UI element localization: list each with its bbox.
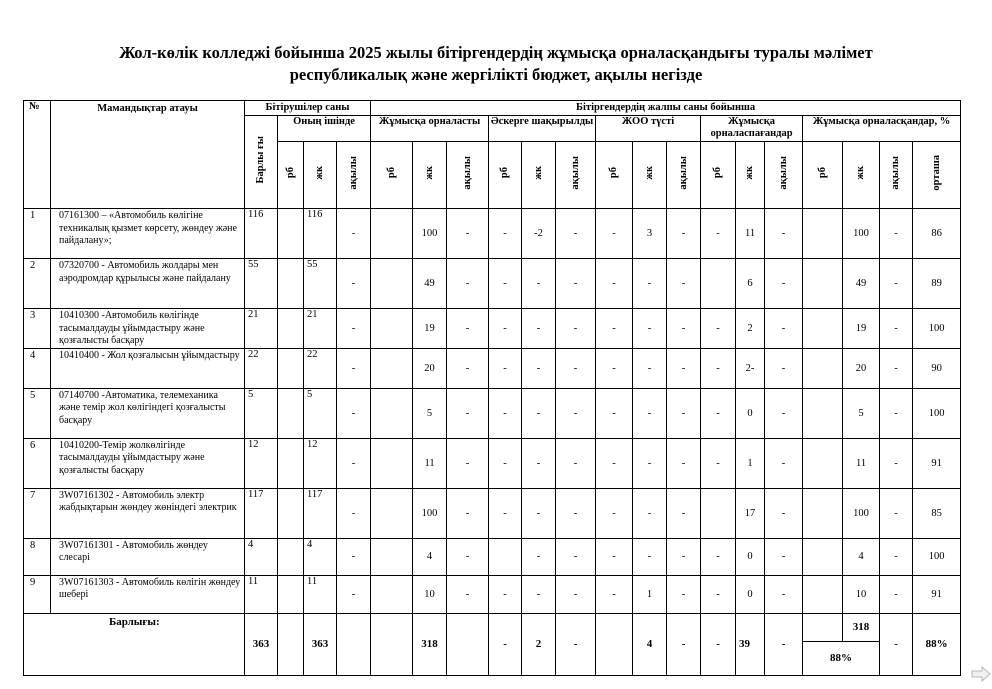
cell-pct-paid: - xyxy=(880,488,913,538)
cell-pct-rb xyxy=(803,575,843,613)
cell-uni-zhk: - xyxy=(633,388,667,438)
specialty-name: 3W07161302 - Автомобиль электр жабдықтарын жөндеу жөніндегі электрик xyxy=(51,488,245,538)
subheader-of-which-zhk: жк xyxy=(304,142,337,209)
cell-uni-paid: - xyxy=(667,438,701,488)
cell-uni-rb: - xyxy=(596,348,633,388)
header-graduates: Бітірушілер саны xyxy=(245,101,371,116)
row-number: 6 xyxy=(24,438,51,488)
cell-army-rb: - xyxy=(489,488,522,538)
cell-ne-paid: - xyxy=(765,309,803,349)
cell-emp-zhk: 5 xyxy=(413,388,447,438)
cell-army-zhk: - xyxy=(522,438,556,488)
cell-pct-paid: - xyxy=(880,538,913,575)
totals-army-paid: - xyxy=(556,613,596,675)
cell-uni-rb: - xyxy=(596,438,633,488)
cell-paid: - xyxy=(337,575,371,613)
header-not-employed: Жұмысқа орналаспағандар xyxy=(701,116,803,142)
cell-pct-avg: 100 xyxy=(913,388,961,438)
cell-pct-rb xyxy=(803,348,843,388)
cell-emp-paid: - xyxy=(447,488,489,538)
cell-ne-paid: - xyxy=(765,388,803,438)
cell-pct-paid: - xyxy=(880,575,913,613)
cell-pct-rb xyxy=(803,259,843,309)
cell-pct-rb xyxy=(803,438,843,488)
table-row xyxy=(24,348,961,388)
cell-rb xyxy=(278,488,304,538)
cell-emp-zhk: 4 xyxy=(413,538,447,575)
subheader-pct-rb: рб xyxy=(803,142,843,209)
cell-uni-rb: - xyxy=(596,259,633,309)
header-total: Барлы ғы xyxy=(245,116,278,209)
cell-emp-rb xyxy=(371,259,413,309)
cell-uni-paid: - xyxy=(667,488,701,538)
cell-rb xyxy=(278,259,304,309)
cell-ne-zhk: 2- xyxy=(736,348,765,388)
cell-army-rb: - xyxy=(489,209,522,259)
cell-ne-zhk: 11 xyxy=(736,209,765,259)
cell-emp-zhk: 19 xyxy=(413,309,447,349)
totals-army-zhk: 2 xyxy=(522,613,556,675)
cell-pct-zhk: 100 xyxy=(843,209,880,259)
table-row xyxy=(24,388,961,438)
cell-emp-rb xyxy=(371,438,413,488)
cell-zhk: 22 xyxy=(304,348,337,388)
cell-emp-zhk: 49 xyxy=(413,259,447,309)
cell-pct-paid: - xyxy=(880,309,913,349)
cell-army-zhk: - xyxy=(522,538,556,575)
cell-ne-paid: - xyxy=(765,575,803,613)
header-employed: Жұмысқа орналасты xyxy=(371,116,489,142)
cell-ne-zhk: 0 xyxy=(736,575,765,613)
cell-uni-zhk: - xyxy=(633,488,667,538)
totals-emp-paid xyxy=(447,613,489,675)
cell-emp-rb xyxy=(371,575,413,613)
cell-uni-rb: - xyxy=(596,575,633,613)
cell-ne-paid: - xyxy=(765,209,803,259)
cell-ne-rb: - xyxy=(701,209,736,259)
cell-emp-paid: - xyxy=(447,348,489,388)
cell-emp-zhk: 100 xyxy=(413,209,447,259)
row-number: 5 xyxy=(24,388,51,438)
cell-uni-paid: - xyxy=(667,538,701,575)
cell-army-paid: - xyxy=(556,438,596,488)
cell-pct-avg: 89 xyxy=(913,259,961,309)
totals-army-rb: - xyxy=(489,613,522,675)
cell-ne-rb: - xyxy=(701,309,736,349)
specialty-name: 3W07161303 - Автомобиль көлігін жөндеу шебері xyxy=(51,575,245,613)
cell-emp-zhk: 10 xyxy=(413,575,447,613)
cell-ne-paid: - xyxy=(765,438,803,488)
cell-rb xyxy=(278,438,304,488)
cell-army-rb: - xyxy=(489,575,522,613)
row-number: 4 xyxy=(24,348,51,388)
cell-uni-zhk: - xyxy=(633,309,667,349)
cell-total: 21 xyxy=(245,309,278,349)
cell-emp-zhk: 11 xyxy=(413,438,447,488)
cell-paid: - xyxy=(337,209,371,259)
subheader-of-which-rb: рб xyxy=(278,142,304,209)
cell-total: 117 xyxy=(245,488,278,538)
table-row xyxy=(24,209,961,259)
cell-rb xyxy=(278,309,304,349)
specialty-name: 10410200-Темір жолкөлігінде тасымалдауды ұйымдастыру және қозғалысты басқару xyxy=(51,438,245,488)
cell-ne-zhk: 6 xyxy=(736,259,765,309)
cell-army-zhk: - xyxy=(522,488,556,538)
row-number: 7 xyxy=(24,488,51,538)
cell-army-paid: - xyxy=(556,309,596,349)
totals-ne-paid: - xyxy=(765,613,803,675)
cell-pct-avg: 91 xyxy=(913,575,961,613)
subheader-not-employed-rb: рб xyxy=(701,142,736,209)
cell-rb xyxy=(278,209,304,259)
cell-emp-zhk: 100 xyxy=(413,488,447,538)
cell-pct-avg: 100 xyxy=(913,538,961,575)
cell-emp-paid: - xyxy=(447,209,489,259)
specialty-name: 10410300 -Автомобиль көлігінде тасымалдауды ұйымдастыру және қозғалысты басқару xyxy=(51,309,245,349)
cell-army-rb: - xyxy=(489,348,522,388)
cell-ne-rb: - xyxy=(701,538,736,575)
subheader-of-which-paid: ақылы xyxy=(337,142,371,209)
cell-total: 4 xyxy=(245,538,278,575)
cell-uni-paid: - xyxy=(667,259,701,309)
header-of-which: Оның ішінде xyxy=(278,116,371,142)
cell-uni-zhk: 1 xyxy=(633,575,667,613)
arrow-right-icon[interactable] xyxy=(970,666,992,682)
totals-pct-avg: 88% xyxy=(913,613,961,675)
cell-army-paid: - xyxy=(556,575,596,613)
cell-army-paid: - xyxy=(556,388,596,438)
cell-uni-paid: - xyxy=(667,209,701,259)
cell-uni-rb: - xyxy=(596,488,633,538)
header-number: № xyxy=(24,101,51,209)
cell-uni-paid: - xyxy=(667,388,701,438)
specialty-name: 07320700 - Автомобиль жолдары мен аэродромдар құрылысы және пайдалану xyxy=(51,259,245,309)
table-row xyxy=(24,259,961,309)
cell-army-rb: - xyxy=(489,388,522,438)
subheader-university-zhk: жк xyxy=(633,142,667,209)
cell-emp-paid: - xyxy=(447,575,489,613)
header-specialty: Мамандықтар атауы xyxy=(51,101,245,209)
row-number: 1 xyxy=(24,209,51,259)
cell-rb xyxy=(278,538,304,575)
cell-army-paid: - xyxy=(556,538,596,575)
cell-ne-rb: - xyxy=(701,438,736,488)
cell-uni-paid: - xyxy=(667,309,701,349)
cell-army-zhk: - xyxy=(522,388,556,438)
document-title-line1: Жол-көлік колледжі бойынша 2025 жылы бітіргендердің жұмысқа орналасқандығы туралы мәлімет xyxy=(119,43,873,62)
cell-ne-rb: - xyxy=(701,388,736,438)
totals-pct-combined: 88% xyxy=(803,641,880,675)
cell-army-rb: - xyxy=(489,438,522,488)
cell-army-paid: - xyxy=(556,348,596,388)
cell-zhk: 55 xyxy=(304,259,337,309)
cell-pct-avg: 91 xyxy=(913,438,961,488)
cell-uni-rb: - xyxy=(596,209,633,259)
totals-pct-rb xyxy=(803,613,843,641)
subheader-not-employed-zhk: жк xyxy=(736,142,765,209)
cell-pct-zhk: 4 xyxy=(843,538,880,575)
cell-pct-rb xyxy=(803,309,843,349)
cell-army-paid: - xyxy=(556,259,596,309)
cell-army-paid: - xyxy=(556,209,596,259)
cell-uni-rb: - xyxy=(596,309,633,349)
cell-ne-zhk: 1 xyxy=(736,438,765,488)
header-university: ЖОО түсті xyxy=(596,116,701,142)
cell-rb xyxy=(278,348,304,388)
totals-pct-zhk: 318 xyxy=(843,613,880,641)
specialty-name: 10410400 - Жол қозғалысын ұйымдастыру xyxy=(51,348,245,388)
totals-emp-zhk: 318 xyxy=(413,613,447,675)
cell-zhk: 117 xyxy=(304,488,337,538)
cell-paid: - xyxy=(337,309,371,349)
cell-ne-zhk: 0 xyxy=(736,388,765,438)
totals-ne-rb: - xyxy=(701,613,736,675)
cell-emp-paid: - xyxy=(447,538,489,575)
cell-total: 11 xyxy=(245,575,278,613)
cell-paid: - xyxy=(337,538,371,575)
table-row xyxy=(24,575,961,613)
cell-ne-paid: - xyxy=(765,348,803,388)
cell-uni-zhk: - xyxy=(633,538,667,575)
cell-emp-rb xyxy=(371,538,413,575)
cell-emp-rb xyxy=(371,388,413,438)
cell-pct-zhk: 49 xyxy=(843,259,880,309)
cell-total: 116 xyxy=(245,209,278,259)
cell-paid: - xyxy=(337,438,371,488)
cell-paid: - xyxy=(337,348,371,388)
cell-uni-zhk: - xyxy=(633,438,667,488)
cell-zhk: 4 xyxy=(304,538,337,575)
cell-zhk: 21 xyxy=(304,309,337,349)
cell-pct-zhk: 100 xyxy=(843,488,880,538)
cell-uni-zhk: 3 xyxy=(633,209,667,259)
cell-uni-rb: - xyxy=(596,388,633,438)
cell-pct-paid: - xyxy=(880,438,913,488)
specialty-name: 07140700 -Автоматика, телемеханика және темір жол көлігіндегі қозғалысты басқару xyxy=(51,388,245,438)
cell-uni-paid: - xyxy=(667,575,701,613)
subheader-employed-rb: рб xyxy=(371,142,413,209)
cell-pct-paid: - xyxy=(880,259,913,309)
cell-emp-rb xyxy=(371,309,413,349)
cell-uni-rb: - xyxy=(596,538,633,575)
table-row xyxy=(24,438,961,488)
cell-pct-zhk: 10 xyxy=(843,575,880,613)
cell-uni-zhk: - xyxy=(633,348,667,388)
row-number: 3 xyxy=(24,309,51,349)
cell-zhk: 116 xyxy=(304,209,337,259)
subheader-employed-zhk: жк xyxy=(413,142,447,209)
cell-army-rb xyxy=(489,538,522,575)
cell-army-rb: - xyxy=(489,259,522,309)
cell-pct-avg: 85 xyxy=(913,488,961,538)
cell-army-paid: - xyxy=(556,488,596,538)
cell-paid: - xyxy=(337,259,371,309)
subheader-university-paid: ақылы xyxy=(667,142,701,209)
totals-total: 363 xyxy=(245,613,278,675)
table-row xyxy=(24,309,961,349)
subheader-pct-average: орташа xyxy=(913,142,961,209)
cell-total: 12 xyxy=(245,438,278,488)
totals-uni-paid: - xyxy=(667,613,701,675)
cell-army-rb: - xyxy=(489,309,522,349)
table-row xyxy=(24,488,961,538)
cell-ne-rb: - xyxy=(701,575,736,613)
cell-paid: - xyxy=(337,488,371,538)
totals-emp-rb xyxy=(371,613,413,675)
row-number: 9 xyxy=(24,575,51,613)
cell-ne-zhk: 17 xyxy=(736,488,765,538)
cell-pct-avg: 86 xyxy=(913,209,961,259)
subheader-employed-paid: ақылы xyxy=(447,142,489,209)
header-overall: Бітіргендердің жалпы саны бойынша xyxy=(371,101,961,116)
cell-ne-zhk: 2 xyxy=(736,309,765,349)
cell-ne-rb: - xyxy=(701,348,736,388)
cell-emp-paid: - xyxy=(447,309,489,349)
cell-pct-paid: - xyxy=(880,209,913,259)
header-army: Әскерге шақырылды xyxy=(489,116,596,142)
subheader-university-rb: рб xyxy=(596,142,633,209)
cell-rb xyxy=(278,388,304,438)
cell-emp-rb xyxy=(371,209,413,259)
cell-ne-zhk: 0 xyxy=(736,538,765,575)
specialty-name: 07161300 – «Автомобиль көлігіне техникалық қызмет көрсету, жөндеу және пайдалану»; xyxy=(51,209,245,259)
cell-pct-rb xyxy=(803,209,843,259)
cell-pct-rb xyxy=(803,488,843,538)
cell-pct-zhk: 11 xyxy=(843,438,880,488)
cell-ne-rb xyxy=(701,259,736,309)
cell-total: 22 xyxy=(245,348,278,388)
cell-pct-paid: - xyxy=(880,348,913,388)
totals-row xyxy=(24,613,961,641)
totals-zhk: 363 xyxy=(304,613,337,675)
cell-emp-paid: - xyxy=(447,388,489,438)
cell-emp-rb xyxy=(371,488,413,538)
totals-rb xyxy=(278,613,304,675)
cell-army-zhk: - xyxy=(522,348,556,388)
cell-total: 5 xyxy=(245,388,278,438)
cell-pct-rb xyxy=(803,538,843,575)
cell-rb xyxy=(278,575,304,613)
cell-zhk: 12 xyxy=(304,438,337,488)
cell-ne-paid: - xyxy=(765,488,803,538)
cell-pct-zhk: 20 xyxy=(843,348,880,388)
totals-ne-zhk: 39 xyxy=(736,613,765,675)
totals-uni-zhk: 4 xyxy=(633,613,667,675)
cell-emp-zhk: 20 xyxy=(413,348,447,388)
subheader-army-paid: ақылы xyxy=(556,142,596,209)
subheader-not-employed-paid: ақылы xyxy=(765,142,803,209)
cell-paid: - xyxy=(337,388,371,438)
cell-pct-avg: 90 xyxy=(913,348,961,388)
cell-army-zhk: - xyxy=(522,259,556,309)
table-row xyxy=(24,538,961,575)
document-title-line2: республикалық және жергілікті бюджет, ақылы негізде xyxy=(289,65,703,84)
cell-uni-paid: - xyxy=(667,348,701,388)
cell-emp-rb xyxy=(371,348,413,388)
cell-pct-zhk: 19 xyxy=(843,309,880,349)
row-number: 2 xyxy=(24,259,51,309)
cell-army-zhk: -2 xyxy=(522,209,556,259)
cell-pct-rb xyxy=(803,388,843,438)
cell-pct-paid: - xyxy=(880,388,913,438)
cell-pct-zhk: 5 xyxy=(843,388,880,438)
cell-army-zhk: - xyxy=(522,575,556,613)
cell-ne-paid: - xyxy=(765,538,803,575)
header-employed-pct: Жұмысқа орналасқандар, % xyxy=(803,116,961,142)
cell-ne-rb xyxy=(701,488,736,538)
specialty-name: 3W07161301 - Автомобиль жөндеу слесарі xyxy=(51,538,245,575)
totals-paid xyxy=(337,613,371,675)
cell-ne-paid: - xyxy=(765,259,803,309)
cell-army-zhk: - xyxy=(522,309,556,349)
totals-pct-paid: - xyxy=(880,613,913,675)
subheader-army-zhk: жк xyxy=(522,142,556,209)
subheader-pct-paid: ақылы xyxy=(880,142,913,209)
row-number: 8 xyxy=(24,538,51,575)
totals-label: Барлығы: xyxy=(24,613,245,675)
cell-emp-paid: - xyxy=(447,438,489,488)
cell-total: 55 xyxy=(245,259,278,309)
cell-pct-avg: 100 xyxy=(913,309,961,349)
cell-zhk: 5 xyxy=(304,388,337,438)
employment-table xyxy=(23,100,961,676)
totals-uni-rb xyxy=(596,613,633,675)
cell-zhk: 11 xyxy=(304,575,337,613)
subheader-pct-zhk: жк xyxy=(843,142,880,209)
subheader-army-rb: рб xyxy=(489,142,522,209)
cell-emp-paid: - xyxy=(447,259,489,309)
cell-uni-zhk: - xyxy=(633,259,667,309)
